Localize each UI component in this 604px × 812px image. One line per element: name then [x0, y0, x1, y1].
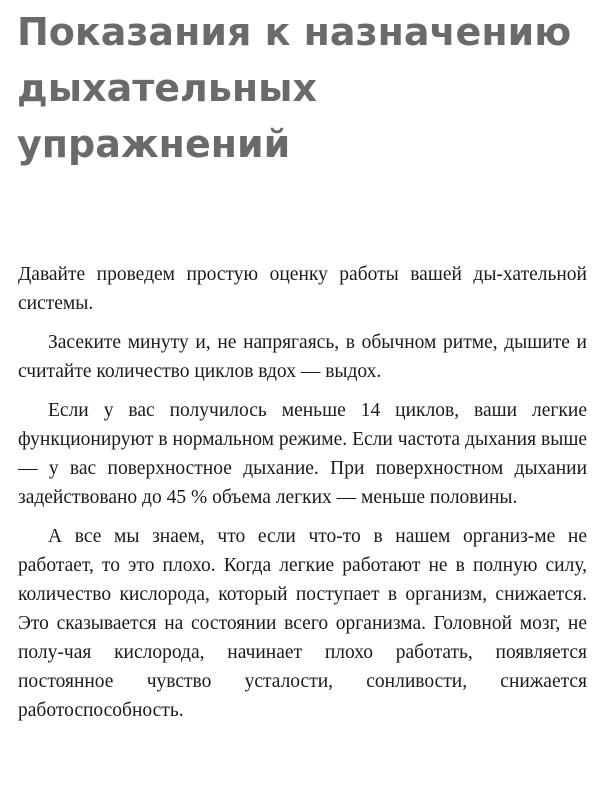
paragraph-2: Засеките минуту и, не напрягаясь, в обычном ритме, дышите и считайте количество циклов вдох — выдох. [18, 332, 587, 382]
chapter-heading [17, 4, 587, 172]
heading-line-2: дыхательных [17, 66, 317, 110]
body-text [18, 260, 587, 735]
paragraph-3: Если у вас получилось меньше 14 циклов, ваши легкие функционируют в нормальном режиме. Если частота дыхания выше — у вас поверхностное дыхание. При поверхностном дыхании задействовано до 45 % объема легких — меньше половины. [18, 400, 587, 508]
paragraph-4: А все мы знаем, что если что-то в нашем организ-ме не работает, то это плохо. Когда легкие работают не в полную силу, количество кислорода, который поступает в организм, снижается. Это сказывается на состоянии всего организма. Головной мозг, не полу-чая кислорода, начинает плохо работать, появляется постоянное чувство усталости, сонливости, снижается работоспособность. [18, 526, 587, 721]
paragraph-1: Давайте проведем простую оценку работы вашей ды-хательной системы. [18, 264, 587, 314]
heading-line-3: упражнений [17, 122, 291, 166]
heading-line-1: Показания к назначению [17, 10, 572, 54]
